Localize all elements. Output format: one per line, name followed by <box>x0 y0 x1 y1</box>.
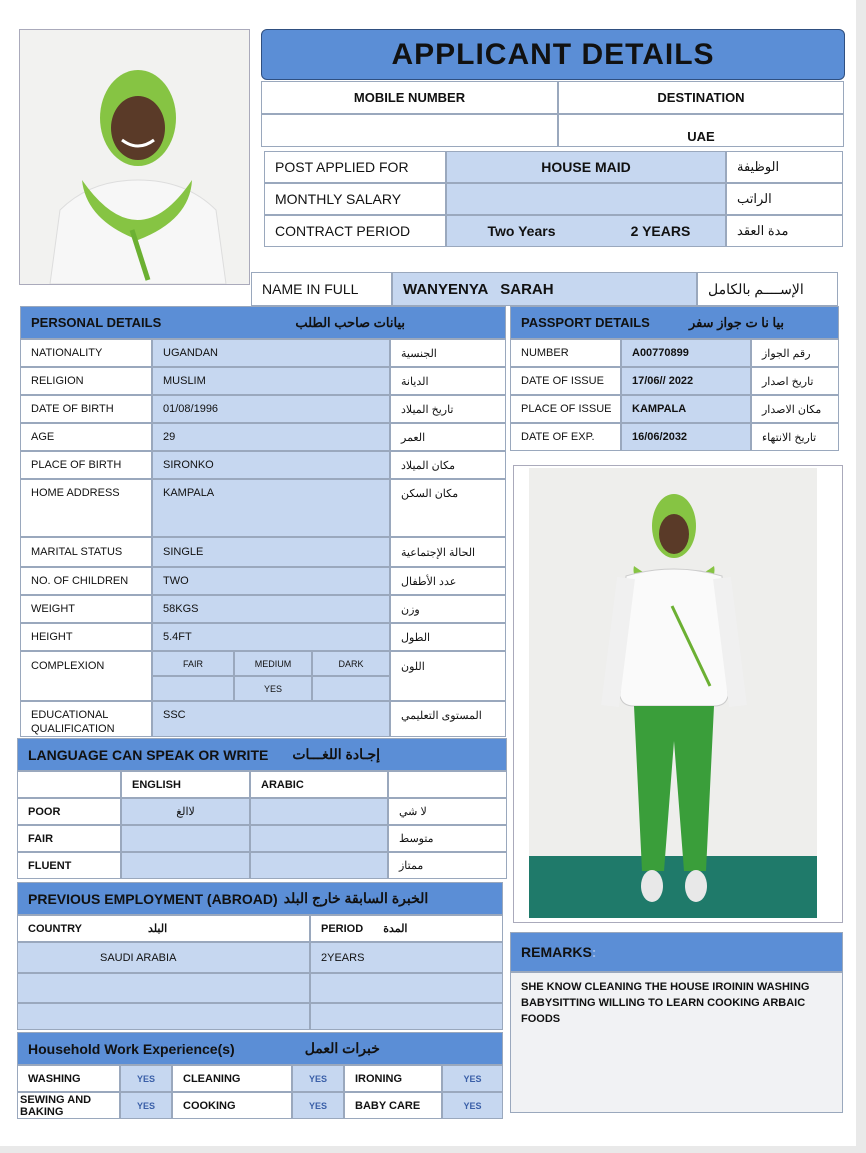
personal-label: PLACE OF BIRTH <box>20 451 152 479</box>
contract-value-2: 2 YEARS <box>596 215 726 247</box>
household-title: Household Work Experience(s) <box>28 1040 235 1057</box>
employment-country-header <box>17 915 310 942</box>
personal-label: AGE <box>20 423 152 451</box>
personal-value: 01/08/1996 <box>152 395 390 423</box>
employment-title: PREVIOUS EMPLOYMENT (ABROAD) <box>28 890 278 907</box>
household-item-label: WASHING <box>17 1065 120 1092</box>
household-item-label: SEWING AND BAKING <box>17 1092 120 1119</box>
education-value: SSC <box>152 701 390 737</box>
employment-country-label: COUNTRY <box>28 922 82 935</box>
page-title <box>261 29 845 80</box>
household-title-ar: خبرات العمل <box>304 1040 380 1056</box>
household-item-value: YES <box>120 1092 172 1119</box>
personal-ar: العمر <box>390 423 506 451</box>
personal-label: NATIONALITY <box>20 339 152 367</box>
passport-label: DATE OF ISSUE <box>510 367 621 395</box>
employment-country-value <box>17 973 310 1003</box>
personal-label: NO. OF CHILDREN <box>20 567 152 595</box>
complexion-medium-value: YES <box>234 676 312 701</box>
personal-label: HEIGHT <box>20 623 152 651</box>
personal-value: KAMPALA <box>152 479 390 537</box>
mobile-label: MOBILE NUMBER <box>261 81 558 114</box>
language-level: FLUENT <box>17 852 121 879</box>
education-label: EDUCATIONAL QUALIFICATION <box>20 701 152 737</box>
passport-details-title-ar: بيا نا ت جواز سفر <box>688 314 784 330</box>
remarks-title-suffix: : <box>591 944 597 960</box>
name-value: WANYENYA SARAH <box>392 272 697 306</box>
language-col-arabic: ARABIC <box>250 771 388 798</box>
personal-value: MUSLIM <box>152 367 390 395</box>
complexion-option-medium: MEDIUM <box>234 651 312 676</box>
personal-label: HOME ADDRESS <box>20 479 152 537</box>
personal-label: DATE OF BIRTH <box>20 395 152 423</box>
language-english-value: لاالغ <box>121 798 250 825</box>
employment-country-value <box>17 1003 310 1030</box>
household-item-value: YES <box>292 1092 344 1119</box>
household-item-value: YES <box>442 1065 503 1092</box>
personal-details-title-ar: بيانات صاحب الطلب <box>295 314 405 330</box>
personal-value: SINGLE <box>152 537 390 567</box>
contract-ar: مدة العقد <box>726 215 843 247</box>
name-label: NAME IN FULL <box>251 272 392 306</box>
portrait-photo <box>19 29 250 285</box>
personal-value: UGANDAN <box>152 339 390 367</box>
personal-label: MARITAL STATUS <box>20 537 152 567</box>
remarks-header <box>510 932 843 972</box>
employment-country-value: SAUDI ARABIA <box>17 942 310 973</box>
language-english-value <box>121 852 250 879</box>
passport-ar: مكان الاصدار <box>751 395 839 423</box>
complexion-ar: اللون <box>390 651 506 701</box>
complexion-label: COMPLEXION <box>20 651 152 701</box>
language-level-ar: متوسط <box>388 825 507 852</box>
employment-period-header <box>310 915 503 942</box>
remarks-text: SHE KNOW CLEANING THE HOUSE IROININ WASHING BABYSITTING WILLING TO LEARN COOKING ARBAIC FOODS <box>521 981 810 1025</box>
destination-value: UAE <box>558 114 844 147</box>
personal-label: RELIGION <box>20 367 152 395</box>
passport-ar: تاريخ الانتهاء <box>751 423 839 451</box>
complexion-fair-value <box>152 676 234 701</box>
salary-value <box>446 183 726 215</box>
personal-ar: الديانة <box>390 367 506 395</box>
passport-ar: رقم الجواز <box>751 339 839 367</box>
personal-ar: الطول <box>390 623 506 651</box>
mobile-value <box>261 114 558 147</box>
employment-title-ar: الخبرة السابقة خارج البلد <box>283 890 429 906</box>
passport-value: KAMPALA <box>621 395 751 423</box>
language-title-ar: إجـادة اللغـــات <box>292 746 381 762</box>
contract-value-1: Two Years <box>446 215 596 247</box>
personal-label: WEIGHT <box>20 595 152 623</box>
personal-ar: وزن <box>390 595 506 623</box>
personal-ar: عدد الأطفال <box>390 567 506 595</box>
personal-details-title: PERSONAL DETAILS <box>31 315 162 330</box>
personal-details-header <box>20 306 506 339</box>
education-ar: المستوى التعليمي <box>390 701 506 737</box>
passport-details-title: PASSPORT DETAILS <box>521 315 650 330</box>
personal-ar: تاريخ الميلاد <box>390 395 506 423</box>
personal-ar: مكان السكن <box>390 479 506 537</box>
personal-value: TWO <box>152 567 390 595</box>
personal-ar: الجنسية <box>390 339 506 367</box>
personal-value: 5.4FT <box>152 623 390 651</box>
passport-value: 16/06/2032 <box>621 423 751 451</box>
remarks-title: REMARKS <box>521 944 592 960</box>
passport-details-header <box>510 306 839 339</box>
full-body-photo <box>513 465 843 923</box>
language-corner <box>17 771 121 798</box>
destination-label: DESTINATION <box>558 81 844 114</box>
household-item-label: COOKING <box>172 1092 292 1119</box>
household-item-value: YES <box>442 1092 503 1119</box>
contract-label: CONTRACT PERIOD <box>264 215 446 247</box>
employment-period-value <box>310 1003 503 1030</box>
language-arabic-value <box>250 798 388 825</box>
household-item-value: YES <box>120 1065 172 1092</box>
employment-period-value <box>310 973 503 1003</box>
household-item-label: IRONING <box>344 1065 442 1092</box>
language-col-english: ENGLISH <box>121 771 250 798</box>
language-level: POOR <box>17 798 121 825</box>
household-item-label: BABY CARE <box>344 1092 442 1119</box>
employment-period-ar: المدة <box>383 923 408 935</box>
household-item-value: YES <box>292 1065 344 1092</box>
employment-period-value: 2YEARS <box>310 942 503 973</box>
language-col-ar <box>388 771 507 798</box>
language-english-value <box>121 825 250 852</box>
full-body-photo-graphic <box>514 466 842 922</box>
language-title: LANGUAGE CAN SPEAK OR WRITE <box>28 746 269 763</box>
complexion-option-dark: DARK <box>312 651 390 676</box>
employment-country-ar: البلد <box>147 923 168 935</box>
salary-label: MONTHLY SALARY <box>264 183 446 215</box>
passport-label: DATE OF EXP. <box>510 423 621 451</box>
passport-value: A00770899 <box>621 339 751 367</box>
language-arabic-value <box>250 825 388 852</box>
language-level-ar: ممتاز <box>388 852 507 879</box>
personal-value: 29 <box>152 423 390 451</box>
passport-value: 17/06// 2022 <box>621 367 751 395</box>
remarks-body <box>510 972 843 1113</box>
employment-header <box>17 882 503 915</box>
complexion-option-fair: FAIR <box>152 651 234 676</box>
language-header <box>17 738 507 771</box>
post-value: HOUSE MAID <box>446 151 726 183</box>
portrait-photo-graphic <box>20 30 249 284</box>
household-item-label: CLEANING <box>172 1065 292 1092</box>
name-ar: الإســــم بالكامل <box>697 272 838 306</box>
salary-ar: الراتب <box>726 183 843 215</box>
post-ar: الوظيفة <box>726 151 843 183</box>
personal-value: 58KGS <box>152 595 390 623</box>
household-header <box>17 1032 503 1065</box>
language-level-ar: لا شي <box>388 798 507 825</box>
personal-value: SIRONKO <box>152 451 390 479</box>
passport-label: PLACE OF ISSUE <box>510 395 621 423</box>
employment-period-label: PERIOD <box>321 922 364 935</box>
post-label: POST APPLIED FOR <box>264 151 446 183</box>
language-level: FAIR <box>17 825 121 852</box>
complexion-dark-value <box>312 676 390 701</box>
passport-label: NUMBER <box>510 339 621 367</box>
page-title-text: APPLICANT DETAILS <box>391 37 715 71</box>
passport-ar: تاريخ اصدار <box>751 367 839 395</box>
language-arabic-value <box>250 852 388 879</box>
personal-ar: مكان الميلاد <box>390 451 506 479</box>
personal-ar: الحالة الإجتماعية <box>390 537 506 567</box>
